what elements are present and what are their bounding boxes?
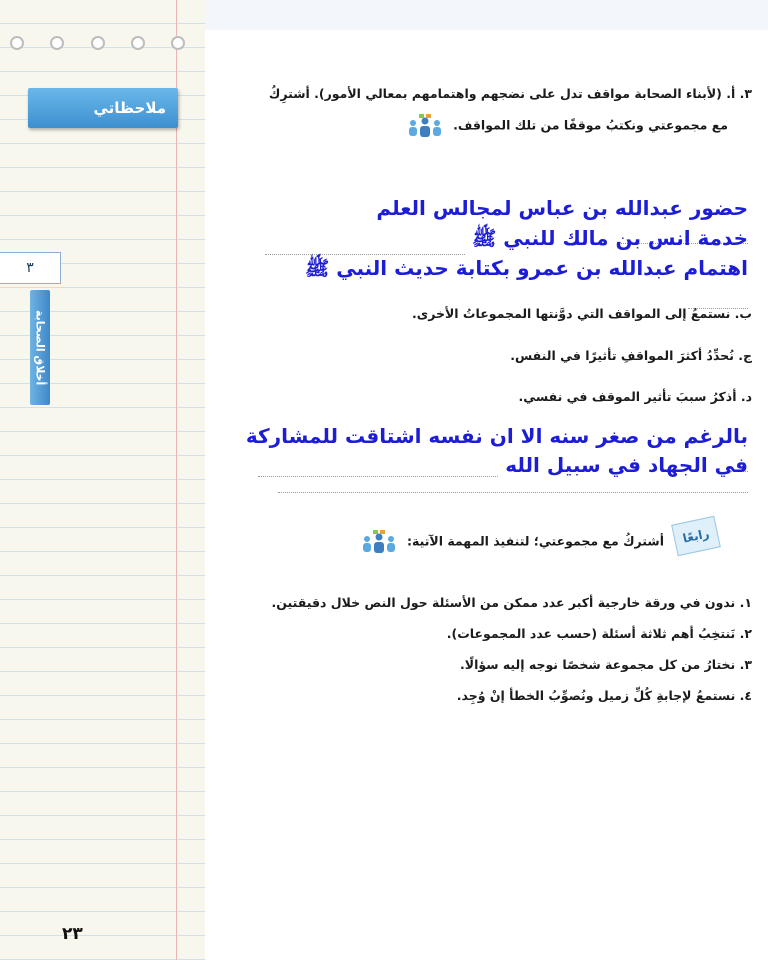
binder-hole [131, 36, 145, 50]
binder-hole [91, 36, 105, 50]
task-step-1: ١. ندون في ورقة خارجية أكبر عدد ممكن من الأسئلة حول النص خلال دقيقتين. [271, 595, 752, 610]
question-3d: د. أذكرُ سببَ تأثير الموقف في نفسي. [518, 389, 752, 404]
notes-tab-label: ملاحظاتي [93, 99, 166, 117]
task-step-3: ٣. نختارُ من كل مجموعة شخصًا نوجه إليه سؤالًا. [460, 657, 752, 672]
answer-line [248, 256, 748, 309]
question-3a-line1: ٣. أ. (لأبناء الصحابة مواقف تدل على نضجهم واهتمامهم بمعالي الأمور). أشترِكُ [268, 86, 752, 101]
binder-holes [10, 36, 185, 50]
question-3c: ج. نُحدِّدُ أكثرَ المواقفِ تأثيرًا في النفس. [510, 348, 752, 363]
answer-text: اهتمام عبدالله بن عمرو بكتابة حديث النبي ﷺ [305, 256, 748, 280]
notes-sidebar [0, 0, 205, 960]
question-3a-line2 [308, 114, 728, 138]
worksheet-page [205, 0, 768, 960]
dotted-fill [265, 240, 465, 255]
lesson-title-label: أخلاق الصحابة [33, 309, 47, 386]
question-3b: ب. نستمعُ إلى المواقف التي دوَّنتها المجموعاتُ الأخرى. [412, 306, 752, 321]
lesson-number: ٣ [0, 252, 61, 284]
task-intro [244, 530, 664, 554]
answer-text: خدمة انس بن مالك للنبي ﷺ [472, 226, 748, 250]
answer-text: في الجهاد في سبيل الله [505, 453, 748, 477]
binder-hole [10, 36, 24, 50]
task-step-2: ٢. نَنتخِبُ أهم ثلاثة أسئلة (حسب عدد المجموعات). [446, 626, 752, 641]
notes-tab [28, 88, 178, 128]
dotted-answer-line [278, 492, 748, 493]
group-work-icon [361, 530, 397, 554]
page-number: ٢٣ [62, 924, 83, 944]
task-step-4: ٤. نستمعُ لإجابةِ كُلِّ زميل ونُصوِّبُ الخطأ إنْ وُجِد. [456, 688, 752, 703]
top-band [205, 0, 768, 30]
group-work-icon [407, 114, 443, 138]
section-badge: رابعًا [671, 516, 721, 556]
binder-hole [50, 36, 64, 50]
answer-line [228, 453, 748, 477]
margin-line [176, 0, 177, 960]
dotted-fill [258, 462, 498, 477]
binder-hole [171, 36, 185, 50]
answer-text: حضور عبدالله بن عباس لمجالس العلم [376, 196, 748, 220]
lesson-title-tab [30, 290, 50, 405]
question-3a-line2-text: مع مجموعتي ونكتبُ موقفًا من تلك المواقف. [453, 117, 728, 133]
task-intro-text: أشتركُ مع مجموعتي؛ لتنفيذ المهمة الآتية: [407, 533, 664, 549]
answer-text: بالرغم من صغر سنه الا ان نفسه اشتاقت للمشاركة [245, 424, 748, 448]
answer-line [248, 226, 748, 255]
